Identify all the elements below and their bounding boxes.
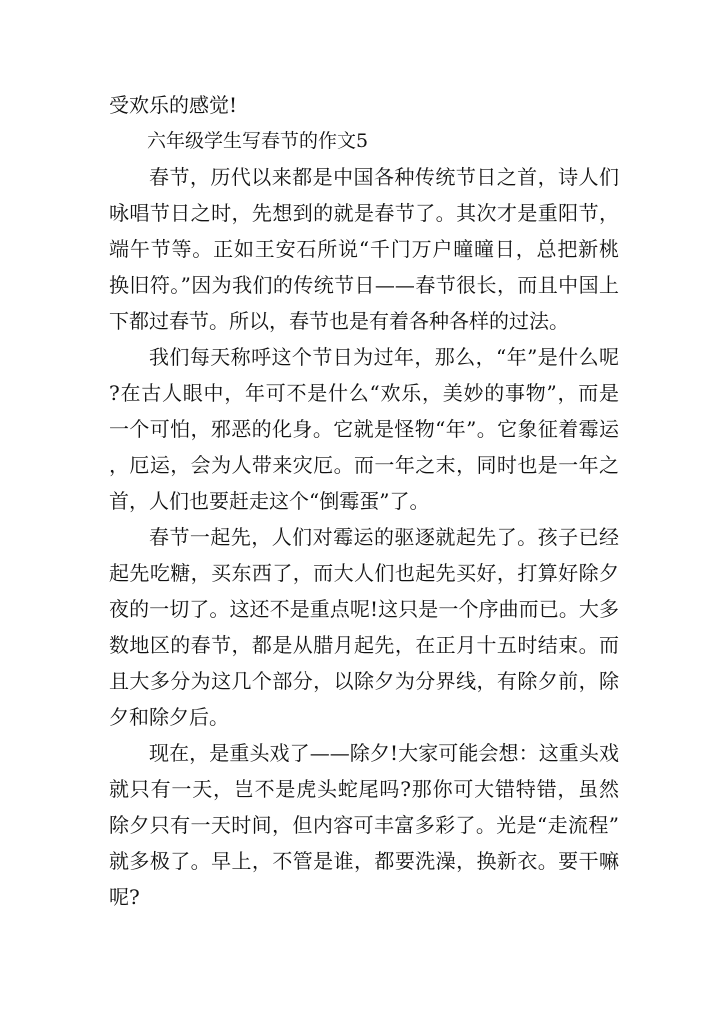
paragraph-spring-festival-intro: 春节，历代以来都是中国各种传统节日之首，诗人们咏唱节日之时，先想到的就是春节了。其次才是重阳节，端午节等。正如王安石所说“千门万户曈曈日，总把新桃换旧符。”因为我们的传统节日——春节很长，而且中国上下都过春节。所以，春节也是有着各种各样的过法。 — [109, 165, 619, 333]
paragraph-continuation: 受欢乐的感觉! — [109, 93, 238, 117]
paragraph-festival-start: 春节一起先，人们对霉运的驱逐就起先了。孩子已经起先吃糖，买东西了，而大人们也起先买好，打算好除夕夜的一切了。这还不是重点呢!这只是一个序曲而已。大多数地区的春节，都是从腊月起先，在正月十五时结束。而且大多分为这几个部分，以除夕为分界线，有除夕前，除夕和除夕后。 — [109, 525, 619, 729]
paragraph-nian-legend: 我们每天称呼这个节日为过年，那么，“年”是什么呢?在古人眼中，年可不是什么“欢乐，美妙的事物”，而是一个可怕，邪恶的化身。它就是怪物“年”。它象征着霉运，厄运，会为人带来灾厄。而一年之末，同时也是一年之首，人们也要赶走这个“倒霉蛋”了。 — [109, 345, 619, 513]
essay-title: 六年级学生写春节的作文5 — [147, 130, 369, 152]
paragraph-new-years-eve: 现在，是重头戏了——除夕!大家可能会想：这重头戏就只有一天，岂不是虎头蛇尾吗?那你可大错特错，虽然除夕只有一天时间，但内容可丰富多彩了。光是“走流程”就多极了。早上，不管是谁，都要洗澡，换新衣。要干嘛呢? — [109, 741, 619, 909]
document-body — [109, 87, 619, 915]
